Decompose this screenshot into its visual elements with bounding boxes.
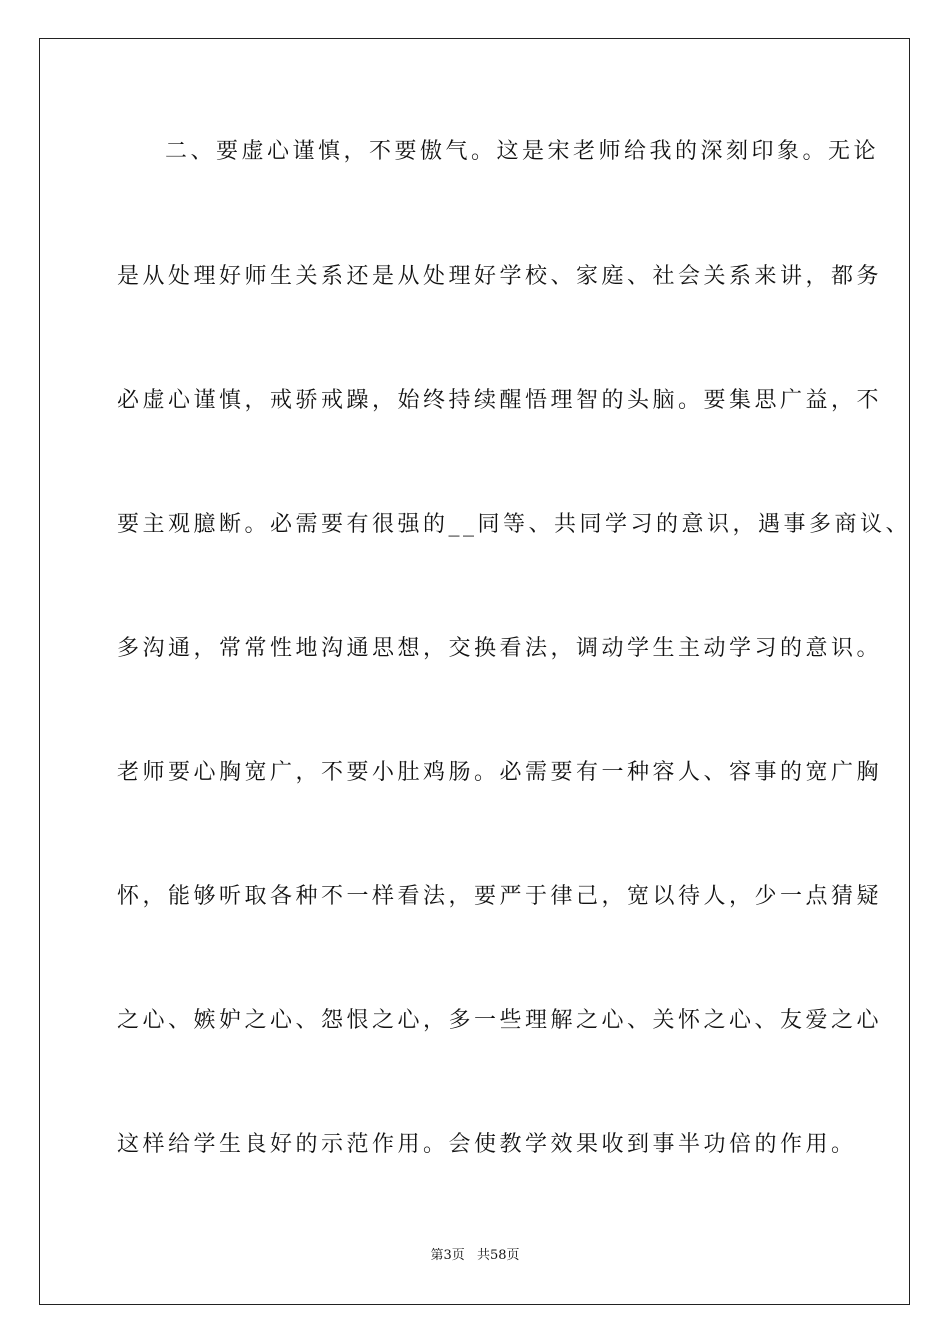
page-number: 第3页 [430, 1248, 465, 1263]
paragraph-line-9: 这样给学生良好的示范作用。会使教学效果收到事半功倍的作用。 [117, 1132, 857, 1157]
paragraph-line-8: 之心、嫉妒之心、怨恨之心，多一些理解之心、关怀之心、友爱之心 [117, 1008, 883, 1033]
paragraph-line-4: 要主观臆断。必需要有很强的__同等、共同学习的意识，遇事多商议、 [117, 512, 912, 537]
paragraph-line-3: 必虚心谨慎，戒骄戒躁，始终持续醒悟理智的头脑。要集思广益，不 [117, 388, 883, 413]
page-frame [39, 38, 910, 1305]
paragraph-line-1: 二、要虚心谨慎，不要傲气。这是宋老师给我的深刻印象。无论 [165, 139, 880, 164]
paragraph-line-2: 是从处理好师生关系还是从处理好学校、家庭、社会关系来讲，都务 [117, 264, 883, 289]
paragraph-line-5: 多沟通，常常性地沟通思想，交换看法，调动学生主动学习的意识。 [117, 636, 883, 661]
page-total: 共58页 [476, 1248, 520, 1263]
paragraph-line-6: 老师要心胸宽广，不要小肚鸡肠。必需要有一种容人、容事的宽广胸 [117, 760, 883, 785]
paragraph-line-7: 怀，能够听取各种不一样看法，要严于律己，宽以待人，少一点猜疑 [117, 884, 883, 909]
page-footer [0, 1244, 950, 1263]
